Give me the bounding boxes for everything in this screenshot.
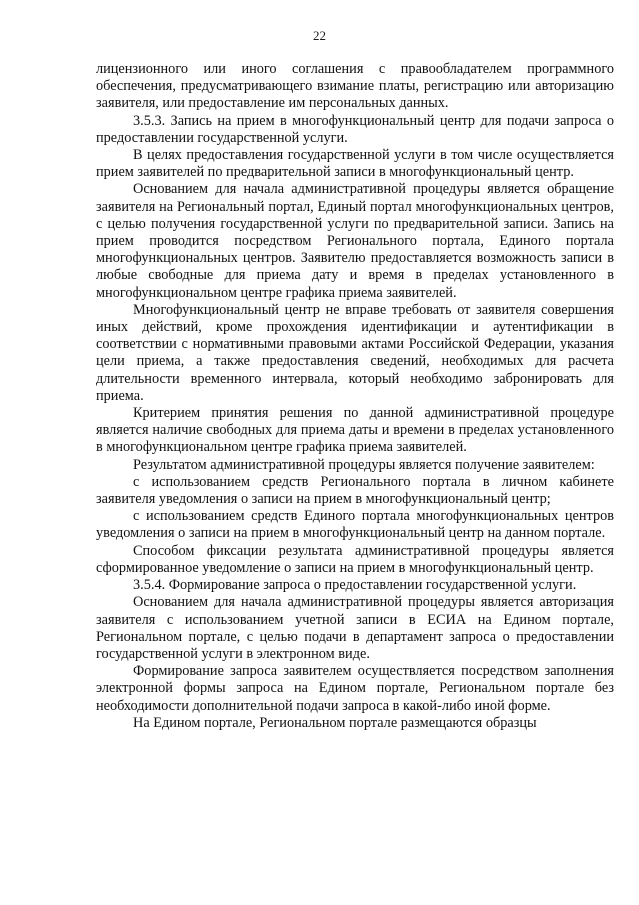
paragraph: с использованием средств Регионального портала в личном кабинете заявителя уведомления о записи на прием в многофункциональный центр;: [96, 473, 614, 508]
paragraph: Способом фиксации результата административной процедуры является сформированное уведомление о записи на прием в многофункциональный центр.: [96, 542, 614, 576]
paragraph: На Едином портале, Региональном портале размещаются образцы: [133, 714, 537, 731]
paragraph: В целях предоставления государственной услуги в том числе осуществляется прием заявителей по предварительной записи в многофункциональный центр.: [96, 147, 614, 181]
paragraph-continuation: лицензионного или иного соглашения с правообладателем программного обеспечения, предусматривающего взимание платы, регистрацию или авторизацию заявителя, или предоставление им персональных данных.: [96, 61, 614, 112]
paragraph: Многофункциональный центр не вправе требовать от заявителя совершения иных действий, кроме прохождения идентификации и аутентификации в соответствии с нормативными правовыми актами Российской Федерации, указания цели приема, а также предоставления сведений, необходимых для расчета длительности временного интервала, который необходимо забронировать для приема.: [96, 301, 614, 404]
paragraph: с использованием средств Единого портала многофункциональных центров уведомления о записи на прием в многофункциональный центр на данном портале.: [96, 508, 614, 542]
paragraph: Результатом административной процедуры является получение заявителем:: [133, 456, 595, 473]
paragraph: Критерием принятия решения по данной административной процедуре является наличие свободных для приема даты и времени в пределах установленного в многофункциональном центре графика приема заявителей.: [96, 405, 614, 456]
section-heading-3-5-3: 3.5.3. Запись на прием в многофункциональный центр для подачи запроса о предоставлении государственной услуги.: [96, 112, 614, 146]
section-heading-3-5-4: 3.5.4. Формирование запроса о предоставлении государственной услуги.: [133, 577, 577, 594]
document-body: [96, 61, 614, 732]
paragraph: Основанием для начала административной процедуры является обращение заявителя на Региональный портал, Единый портал многофункциональных центров, с целью получения государственной услуги по предварительной записи. Запись на прием проводится посредством Регионального портала, Единого портала многофункциональных центров. Заявителю предоставляется возможность записи в любые свободные для приема дату и время в пределах установленного в многофункциональном центре графика приема заявителей.: [96, 181, 614, 301]
paragraph: Формирование запроса заявителем осуществляется посредством заполнения электронной формы запроса на Едином портале, Региональном портале без необходимости дополнительной подачи запроса в какой-либо иной форме.: [96, 663, 614, 714]
page-number: 22: [313, 28, 326, 43]
paragraph: Основанием для начала административной процедуры является авторизация заявителя с использованием учетной записи в ЕСИА на Едином портале, Региональном портале, с целью подачи в департамент запроса о предоставлении государственной услуги в электронном виде.: [96, 594, 614, 662]
